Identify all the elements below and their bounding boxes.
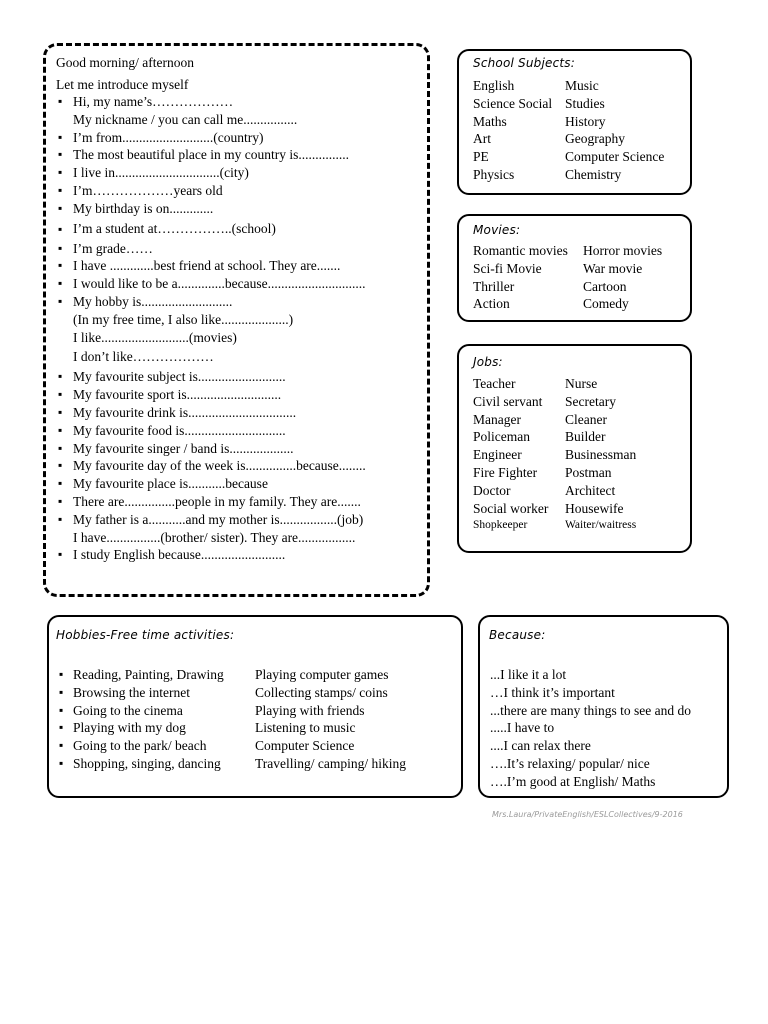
hobby-item: Collecting stamps/ coins <box>255 684 388 700</box>
movie-genre-item: Horror movies <box>583 243 663 258</box>
subject-item: Chemistry <box>565 166 622 182</box>
intro-line: I like..........................(movies) <box>73 329 237 345</box>
job-item: Postman <box>565 464 612 480</box>
intro-line: I have................(brother/ sister). They are................. <box>73 529 356 545</box>
hobby-item: Listening to music <box>255 720 356 736</box>
intro-line: ▪ I have .............best friend at school. They are....... <box>46 257 366 275</box>
hobby-item: Playing with friends <box>255 702 365 718</box>
intro-line: ▪ My favourite place is...........because <box>46 475 366 493</box>
job-item: Builder <box>565 429 606 445</box>
job-item: Social worker <box>473 500 549 516</box>
hobby-item: Reading, Painting, Drawing <box>73 667 224 682</box>
intro-line: ▪ I’m………………years old <box>46 182 366 200</box>
movies-panel <box>457 214 692 322</box>
jobs-grid <box>473 375 685 535</box>
hobby-row <box>49 684 388 702</box>
job-item: Doctor <box>473 482 511 498</box>
job-item: Shopkeeper <box>473 519 528 532</box>
subject-item: Studies <box>565 95 605 111</box>
subject-item: Computer Science <box>565 149 665 165</box>
because-item: ….It’s relaxing/ popular/ nice <box>490 755 650 771</box>
intro-line: ▪ My birthday is on............. <box>46 200 366 218</box>
intro-line: ▪ There are...............people in my family. They are....... <box>46 493 366 511</box>
intro-line: ▪ I live in...............................(city) <box>46 164 366 182</box>
movie-genre-item: Action <box>473 296 510 312</box>
hobby-row <box>49 666 389 684</box>
hobby-item: Computer Science <box>255 738 355 754</box>
job-item: Policeman <box>473 429 530 445</box>
subject-item: Music <box>565 78 599 93</box>
hobbies-panel <box>47 615 463 798</box>
intro-line: ▪ My favourite drink is................................ <box>46 404 366 422</box>
movie-genre-item: Romantic movies <box>473 243 568 258</box>
because-item: …I think it’s important <box>490 684 615 700</box>
intro-line: ▪ I’m grade…… <box>46 240 366 258</box>
job-item: Cleaner <box>565 411 607 427</box>
subject-item: English <box>473 78 515 93</box>
hobby-item: Shopping, singing, dancing <box>73 755 221 771</box>
hobby-row <box>49 737 355 755</box>
school-subjects-grid <box>473 77 685 184</box>
intro-line: ▪ The most beautiful place in my country is............... <box>46 146 366 164</box>
because-panel <box>478 615 729 798</box>
credit-text: Mrs.Laura/PrivateEnglish/ESLCollectives/9-2016 <box>492 810 683 819</box>
job-item: Teacher <box>473 376 516 391</box>
subject-item: Science Social <box>473 95 553 111</box>
because-list <box>490 666 691 791</box>
hobby-row <box>49 719 356 737</box>
introduction-panel <box>43 43 430 597</box>
intro-line: ▪ I’m a student at……………..(school) <box>46 218 366 240</box>
hobby-item: Going to the park/ beach <box>73 738 207 754</box>
movie-genre-item: Thriller <box>473 278 515 294</box>
hobbies-list <box>49 666 406 773</box>
hobby-row <box>49 755 406 773</box>
intro-sentence-list <box>46 93 366 564</box>
subject-item: Art <box>473 131 491 147</box>
subject-item: Geography <box>565 131 625 147</box>
intro-line: ▪ My favourite subject is.......................... <box>46 368 366 386</box>
intro-line: ▪ My favourite sport is............................ <box>46 386 366 404</box>
job-item: Engineer <box>473 447 522 463</box>
because-item: ….I’m good at English/ Maths <box>490 773 656 789</box>
hobby-item: Playing computer games <box>255 667 389 682</box>
jobs-panel <box>457 344 692 553</box>
job-item: Secretary <box>565 393 616 409</box>
school-subjects-title: School Subjects: <box>473 56 576 70</box>
movie-genre-item: Comedy <box>583 296 629 312</box>
job-item: Housewife <box>565 500 624 516</box>
intro-line: ▪ My father is a...........and my mother is.................(job) <box>46 511 366 529</box>
greeting-text: Good morning/ afternoon <box>56 55 194 70</box>
jobs-title: Jobs: <box>473 355 503 369</box>
movies-title: Movies: <box>473 223 521 237</box>
hobby-item: Browsing the internet <box>73 684 190 700</box>
because-item: ....I can relax there <box>490 738 591 754</box>
job-item: Civil servant <box>473 393 543 409</box>
intro-line: ▪ My hobby is........................... <box>46 293 366 311</box>
hobby-item: Travelling/ camping/ hiking <box>255 755 406 771</box>
hobby-item: Going to the cinema <box>73 702 183 718</box>
movie-genre-item: Cartoon <box>583 278 627 294</box>
school-subjects-panel <box>457 49 692 195</box>
hobby-item: Playing with my dog <box>73 720 186 736</box>
hobbies-title: Hobbies-Free time activities: <box>56 628 235 642</box>
because-item: ...there are many things to see and do <box>490 702 691 718</box>
intro-line: ▪ My favourite singer / band is................... <box>46 440 366 458</box>
subject-item: Maths <box>473 113 507 129</box>
job-item: Architect <box>565 482 616 498</box>
because-title: Because: <box>489 628 546 642</box>
hobby-row <box>49 702 365 720</box>
movie-genre-item: War movie <box>583 260 643 276</box>
subject-item: PE <box>473 149 489 165</box>
job-item: Nurse <box>565 376 598 391</box>
movie-genre-item: Sci-fi Movie <box>473 260 542 276</box>
because-item: ...I like it a lot <box>490 667 567 682</box>
intro-line: ▪ Hi, my name’s……………… <box>46 93 366 111</box>
intro-line: ▪ I’m from...........................(country) <box>46 129 366 147</box>
intro-line: ▪ My favourite day of the week is...............because........ <box>46 457 366 475</box>
intro-lead-text: Let me introduce myself <box>56 77 189 92</box>
intro-line: My nickname / you can call me................ <box>73 111 298 127</box>
job-item: Waiter/waitress <box>565 519 637 532</box>
job-item: Fire Fighter <box>473 464 538 480</box>
subject-item: History <box>565 113 606 129</box>
subject-item: Physics <box>473 166 515 182</box>
because-item: .....I have to <box>490 720 555 736</box>
intro-line: I don’t like……………… <box>73 349 214 365</box>
job-item: Businessman <box>565 447 637 463</box>
job-item: Manager <box>473 411 521 427</box>
movies-grid <box>473 242 693 313</box>
intro-line: ▪ I study English because......................... <box>46 546 366 564</box>
intro-line: ▪ I would like to be a..............because............................. <box>46 275 366 293</box>
intro-line: ▪ My favourite food is.............................. <box>46 422 366 440</box>
intro-line: (In my free time, I also like....................) <box>73 311 294 327</box>
